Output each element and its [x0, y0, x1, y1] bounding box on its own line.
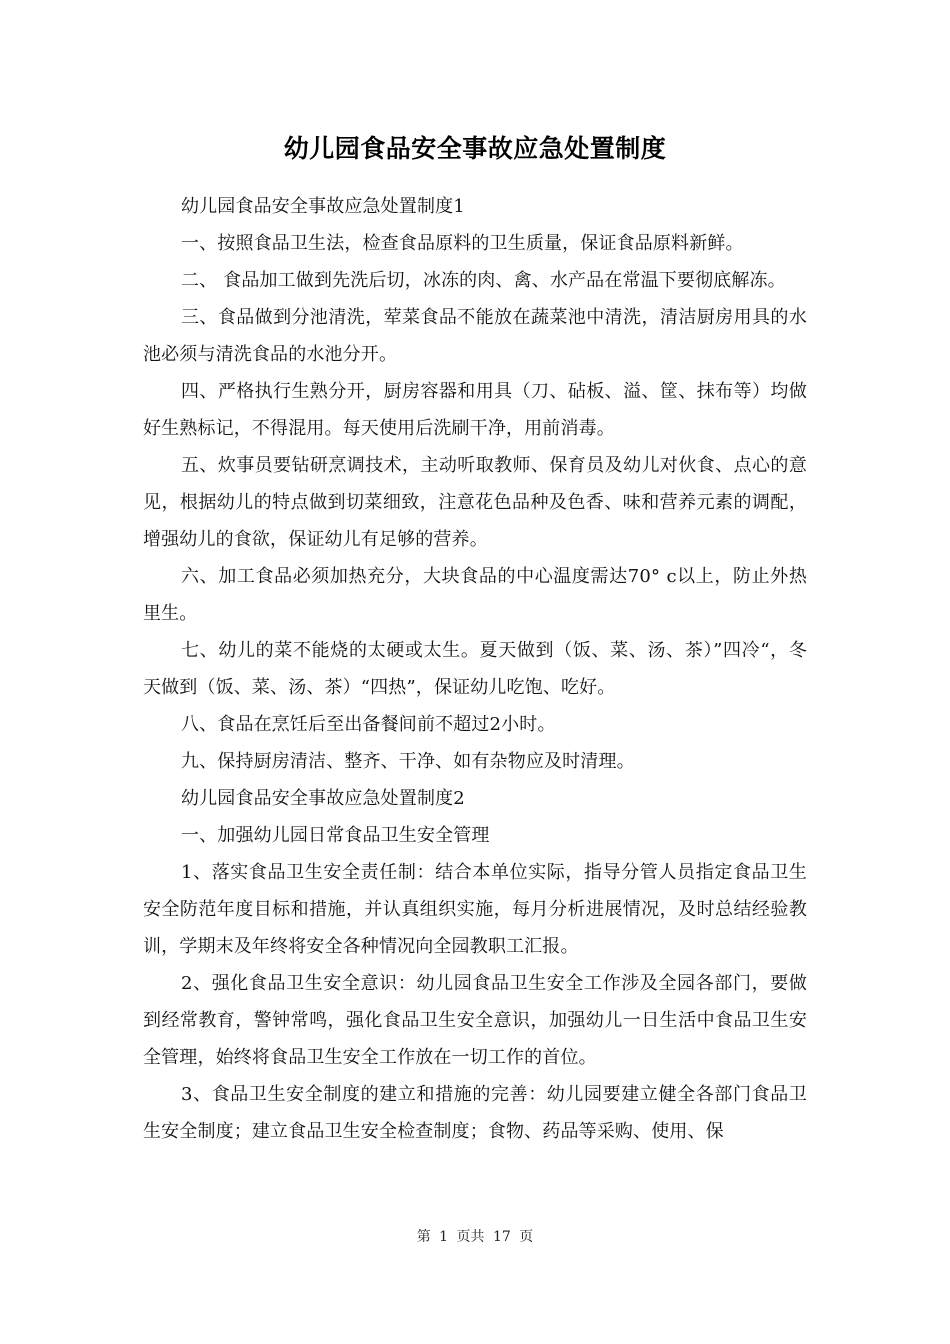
paragraph: 五、炊事员要钻研烹调技术，主动听取教师、保育员及幼儿对伙食、点心的意见，根据幼儿的特点做到切菜细致，注意花色品种及色香、味和营养元素的调配，增强幼儿的食欲，保证幼儿有足够的营养。: [143, 455, 807, 550]
paragraph: 七、幼儿的菜不能烧的太硬或太生。夏天做到（饭、菜、汤、茶）”四冷“，冬天做到（饭、菜、汤、茶）“四热”，保证幼儿吃饱、吃好。: [143, 640, 807, 698]
paragraph: 四、严格执行生熟分开，厨房容器和用具（刀、砧板、溢、筐、抹布等）均做好生熟标记，不得混用。每天使用后洗刷干净，用前消毒。: [143, 381, 807, 439]
paragraph: 二、 食品加工做到先洗后切，冰冻的肉、禽、水产品在常温下要彻底解冻。: [181, 270, 786, 291]
page-footer: 第 1 页共 17 页: [416, 1229, 534, 1245]
paragraph: 九、保持厨房清洁、整齐、干净、如有杂物应及时清理。: [181, 751, 635, 772]
paragraph: 一、加强幼儿园日常食品卫生安全管理: [181, 825, 490, 846]
paragraph: 六、加工食品必须加热充分，大块食品的中心温度需达70° c以上，防止外热里生。: [143, 566, 807, 624]
paragraph: 2、强化食品卫生安全意识：幼儿园食品卫生安全工作涉及全园各部门，要做到经常教育，警钟常鸣，强化食品卫生安全意识，加强幼儿一日生活中食品卫生安全管理，始终将食品卫生安全工作放在一切工作的首位。: [143, 973, 807, 1068]
section-heading: 幼儿园食品安全事故应急处置制度2: [181, 788, 465, 809]
paragraph: 1、落实食品卫生安全责任制：结合本单位实际，指导分管人员指定食品卫生安全防范年度目标和措施，并认真组织实施，每月分析进展情况，及时总结经验教训，学期末及年终将安全各种情况向全园教职工汇报。: [143, 862, 807, 957]
paragraph: 一、按照食品卫生法，检查食品原料的卫生质量，保证食品原料新鲜。: [181, 233, 744, 254]
paragraph: 八、食品在烹饪后至出备餐间前不超过2小时。: [181, 714, 556, 735]
document-body: [143, 188, 807, 1150]
paragraph: 3、食品卫生安全制度的建立和措施的完善：幼儿园要建立健全各部门食品卫生安全制度；建立食品卫生安全检查制度；食物、药品等采购、使用、保: [143, 1084, 807, 1142]
paragraph: 幼儿园食品安全事故应急处置制度1: [181, 196, 465, 217]
paragraph: 三、食品做到分池清洗，荤菜食品不能放在蔬菜池中清洗，清洁厨房用具的水池必须与清洗食品的水池分开。: [143, 307, 807, 365]
document-title: 幼儿园食品安全事故应急处置制度: [283, 134, 667, 163]
